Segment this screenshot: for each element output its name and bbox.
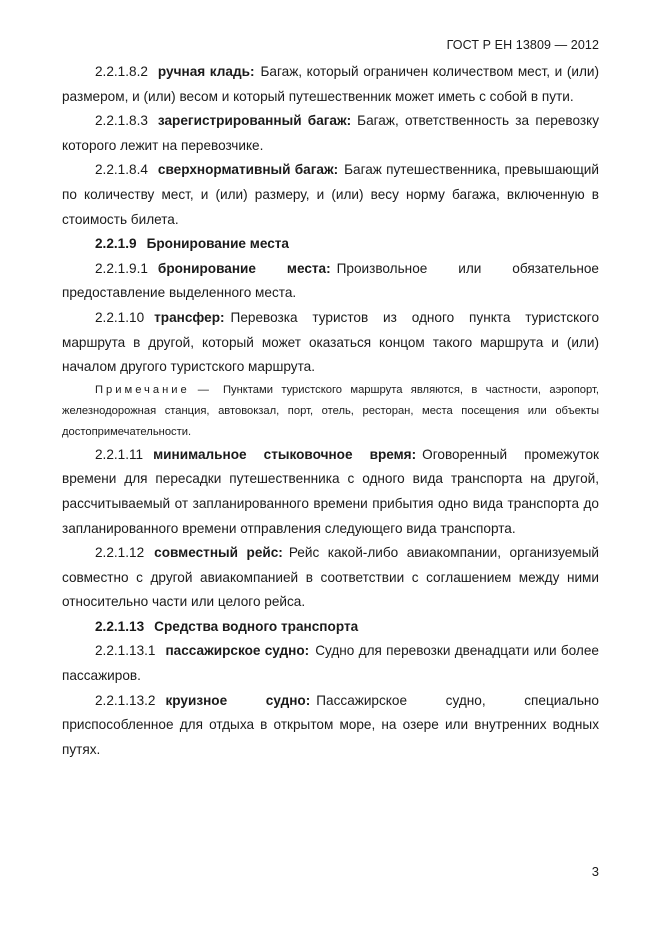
note-paragraph	[62, 380, 599, 443]
definition-text: Багаж путешественника, превышающий по количеству мест, и (или) размеру, и (или) весу норму багажа, включенную в стоимость билета.	[62, 162, 599, 227]
definition-paragraph	[62, 257, 599, 306]
term: совместный рейс:	[154, 545, 283, 561]
definition-paragraph	[62, 443, 599, 541]
standard-header: ГОСТ Р ЕН 13809 — 2012	[446, 38, 599, 52]
definition-paragraph	[62, 639, 599, 688]
clause-number: 2.2.1.11	[95, 446, 144, 462]
definition-text: Оговоренный промежуток времени для пересадки путешественника с одного вида транспорта на другой, рассчитываемый от запланированного времени прибытия одно вида транспорта до запланированного времени отправления следующего вида транспорта.	[62, 446, 599, 536]
definition-text: Багаж, ответственность за перевозку которого лежит на перевозчике.	[62, 113, 599, 153]
definition-paragraph	[62, 541, 599, 615]
definition-paragraph	[62, 306, 599, 380]
definition-text: Багаж, который ограничен количеством мест, и (или) размером, и (или) весом и который путешественник может иметь с собой в пути.	[62, 64, 600, 104]
definition-text: Перевозка туристов из одного пункта туристского маршрута в другой, который может оказаться концом такого маршрута и (или) началом другого туристского маршрута.	[62, 309, 599, 375]
definition-text: Пассажирское судно, специально приспособленное для отдыха в открытом море, на озере или внутренних водных путях.	[62, 692, 599, 757]
clause-number: 2.2.1.8.2	[95, 64, 148, 79]
clause-number: 2.2.1.13.2	[95, 692, 156, 708]
section-heading	[62, 615, 599, 640]
term: минимальное стыковочное время:	[153, 446, 417, 462]
clause-number: 2.2.1.9.1	[95, 260, 148, 276]
term: ручная кладь:	[157, 64, 255, 79]
note-text: Пунктами туристского маршрута являются, в частности, аэропорт, железнодорожная станция, автовокзал, порт, отель, ресторан, места посещения или объекты достопримечательности.	[62, 383, 599, 438]
heading-number: 2.2.1.13	[95, 618, 145, 634]
document-body	[62, 60, 599, 762]
term: круизное судно:	[165, 692, 311, 708]
clause-number: 2.2.1.13.1	[95, 643, 156, 659]
clause-number: 2.2.1.12	[95, 545, 145, 561]
section-heading	[62, 232, 599, 257]
definition-text: Рейс какой-либо авиакомпании, организуемый совместно с другой авиакомпанией в соответствии с соглашением между ними относительно части или целого рейса.	[62, 545, 599, 610]
definition-paragraph	[62, 689, 599, 763]
note-dash: —	[197, 383, 209, 396]
term: пассажирское судно:	[165, 643, 310, 659]
heading-number: 2.2.1.9	[95, 236, 137, 252]
clause-number: 2.2.1.8.4	[95, 162, 148, 178]
heading-title: Бронирование места	[146, 236, 289, 252]
definition-text: Произвольное или обязательное предоставление выделенного места.	[62, 260, 599, 301]
definition-paragraph	[62, 60, 599, 109]
heading-title: Средства водного транспорта	[154, 618, 359, 634]
definition-paragraph	[62, 158, 599, 232]
note-label: Примечание	[95, 383, 190, 396]
clause-number: 2.2.1.10	[95, 309, 145, 325]
definition-paragraph	[62, 109, 599, 158]
term: зарегистрированный багаж:	[157, 113, 352, 129]
term: трансфер:	[154, 309, 225, 325]
term: бронирование места:	[157, 260, 331, 276]
definition-text: Судно для перевозки двенадцати или более пассажиров.	[62, 643, 599, 684]
term: сверхнормативный багаж:	[157, 162, 339, 178]
page-number: 3	[591, 864, 599, 879]
clause-number: 2.2.1.8.3	[95, 113, 148, 129]
